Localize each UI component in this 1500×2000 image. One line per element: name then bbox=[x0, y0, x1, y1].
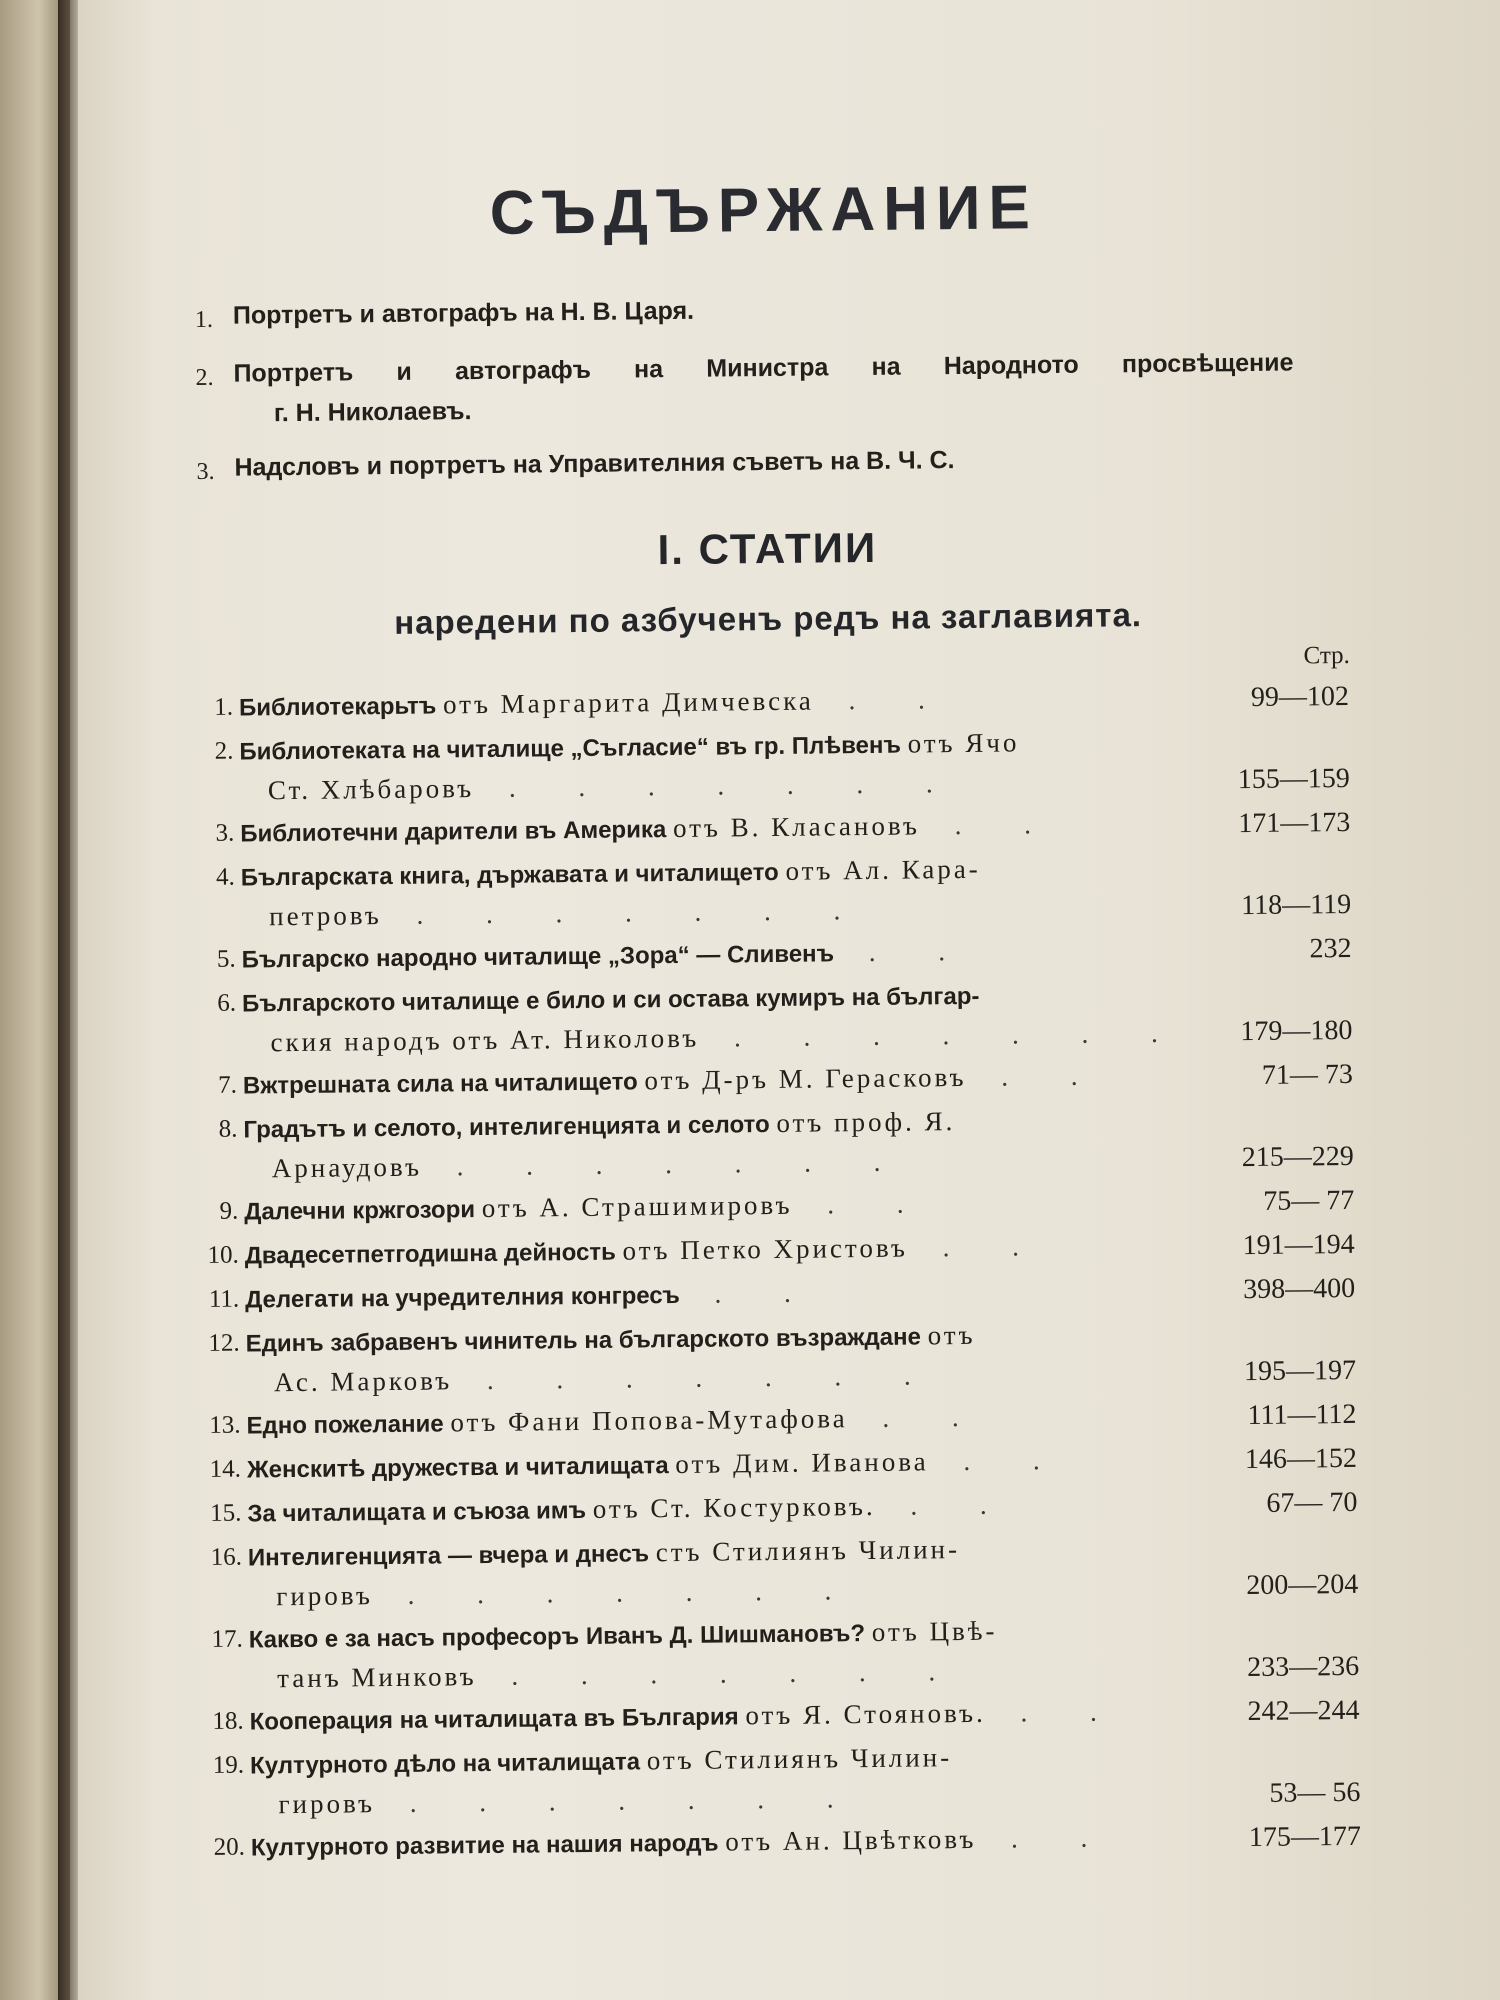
article-pages: 75— 77 bbox=[1263, 1184, 1355, 1217]
article-line bbox=[245, 1225, 1215, 1275]
dot-leaders: . . . . . . . bbox=[476, 1656, 964, 1692]
article-continuation: Ст. Хлѣбаровъ bbox=[267, 773, 475, 806]
article-number: 3. bbox=[215, 819, 235, 847]
article-body bbox=[249, 1609, 1220, 1697]
dot-leaders: . . . . . . . bbox=[374, 1783, 862, 1819]
article-continuation: гировъ bbox=[278, 1788, 376, 1820]
article-number: 19. bbox=[212, 1751, 245, 1779]
article-row bbox=[189, 720, 1350, 810]
article-continuation: петровъ bbox=[269, 900, 382, 932]
article-number: 2. bbox=[214, 737, 234, 765]
article-line bbox=[249, 1691, 1219, 1741]
dot-leaders: . . . . . . . bbox=[451, 1360, 939, 1396]
dot-leaders: . . bbox=[847, 1401, 987, 1434]
article-title: Българската книга, държавата и читалището bbox=[240, 858, 779, 892]
article-body bbox=[245, 1313, 1216, 1401]
article-row bbox=[194, 1180, 1354, 1232]
article-pages: 242—244 bbox=[1247, 1694, 1360, 1728]
article-author: отъ Д-ръ М. Герасковъ bbox=[644, 1061, 967, 1096]
article-pages: 146—152 bbox=[1244, 1442, 1358, 1476]
article-line bbox=[241, 929, 1211, 979]
article-pages: 398—400 bbox=[1242, 1272, 1356, 1306]
book-gutter bbox=[58, 0, 78, 2000]
page-content bbox=[122, 0, 1423, 2000]
article-pages: 71— 73 bbox=[1261, 1058, 1354, 1091]
article-continuation: танъ Минковъ bbox=[277, 1661, 477, 1694]
article-number: 9. bbox=[219, 1197, 239, 1225]
article-body bbox=[241, 929, 1211, 979]
article-line bbox=[243, 1055, 1213, 1105]
article-row bbox=[191, 928, 1351, 980]
dot-leaders: . . bbox=[966, 1060, 1106, 1092]
dot-leaders: . . bbox=[875, 1489, 1015, 1521]
item-number: 1. bbox=[194, 306, 214, 333]
dot-leaders: . . bbox=[792, 1188, 932, 1220]
article-line bbox=[247, 1483, 1217, 1533]
article-pages: 175—177 bbox=[1248, 1820, 1362, 1854]
article-pages: 233—236 bbox=[1246, 1650, 1360, 1684]
article-number: 17. bbox=[211, 1625, 243, 1653]
dot-leaders: . . bbox=[813, 684, 953, 716]
article-number: 20. bbox=[213, 1833, 246, 1861]
article-author: отъ Фани Попова-Мутафова bbox=[450, 1403, 848, 1438]
article-line bbox=[244, 1181, 1214, 1231]
article-body bbox=[245, 1269, 1215, 1319]
article-row bbox=[196, 1394, 1356, 1446]
dot-leaders: . . . . . . . bbox=[421, 1146, 909, 1182]
article-number: 11. bbox=[208, 1285, 240, 1313]
article-number: 6. bbox=[217, 989, 237, 1017]
article-pages: 200—204 bbox=[1246, 1568, 1359, 1602]
front-matter-item bbox=[195, 342, 1316, 434]
article-pages: 171—173 bbox=[1238, 806, 1351, 840]
article-title: Българско народно читалище „Зора“ — Сливенъ bbox=[241, 940, 835, 974]
article-number: 16. bbox=[210, 1543, 243, 1571]
article-pages: 232 bbox=[1309, 932, 1352, 965]
article-line bbox=[245, 1269, 1215, 1319]
article-title: Двадесетпетгодишна дейность bbox=[244, 1238, 616, 1270]
dot-leaders: . . bbox=[679, 1277, 819, 1309]
article-body bbox=[250, 1735, 1221, 1823]
front-matter-item bbox=[195, 284, 1315, 340]
article-author: отъ А. Страшимировъ bbox=[481, 1189, 793, 1224]
article-line bbox=[240, 803, 1210, 853]
item-number: 2. bbox=[195, 364, 214, 391]
article-row bbox=[195, 1268, 1355, 1320]
article-body bbox=[243, 1099, 1214, 1187]
article-pages: 111—112 bbox=[1247, 1398, 1357, 1432]
article-body bbox=[248, 1527, 1219, 1615]
article-pages: 195—197 bbox=[1243, 1354, 1357, 1388]
dot-leaders: . . bbox=[907, 1231, 1048, 1263]
article-row bbox=[199, 1608, 1360, 1698]
article-number: 12. bbox=[208, 1329, 240, 1357]
page-column-label: Стр. bbox=[1303, 641, 1350, 670]
article-pages: 179—180 bbox=[1240, 1014, 1353, 1048]
article-row bbox=[201, 1816, 1361, 1868]
article-body bbox=[243, 1055, 1213, 1105]
item-text-continuation: г. Н. Николаевъ. bbox=[273, 397, 472, 428]
article-title: Едно пожелание bbox=[246, 1410, 444, 1440]
page bbox=[70, 0, 1500, 2000]
article-body bbox=[242, 973, 1213, 1061]
article-author: отъ Маргарита Димчевска bbox=[442, 685, 814, 720]
article-author: отъ Я. Стояновъ. bbox=[745, 1697, 986, 1731]
section-subtitle: наредени по азбученъ редъ на заглавията. bbox=[394, 596, 1143, 641]
article-row bbox=[197, 1482, 1357, 1534]
article-title: Интелигенцията — вчера и днесъ bbox=[247, 1540, 650, 1572]
dot-leaders: . . bbox=[985, 1696, 1125, 1728]
article-body bbox=[251, 1817, 1221, 1867]
article-number: 4. bbox=[215, 863, 235, 891]
article-title: Кооперация на читалищата въ България bbox=[249, 1703, 739, 1736]
article-row bbox=[191, 846, 1352, 936]
article-title: Българското читалище е било и си остава кумиръ на българ- bbox=[241, 982, 980, 1018]
article-author: отъ проф. Я. bbox=[776, 1106, 956, 1138]
article-author: отъ Ал. Кара- bbox=[785, 853, 981, 886]
article-pages: 155—159 bbox=[1237, 762, 1350, 796]
article-author: отъ bbox=[927, 1319, 976, 1351]
front-matter-item bbox=[196, 436, 1316, 492]
article-row bbox=[195, 1224, 1355, 1276]
article-body bbox=[247, 1483, 1217, 1533]
article-row bbox=[189, 676, 1349, 728]
article-row bbox=[199, 1690, 1359, 1742]
article-row bbox=[198, 1526, 1359, 1616]
front-matter-list bbox=[195, 284, 1317, 506]
article-body bbox=[241, 847, 1212, 935]
article-number: 10. bbox=[207, 1241, 239, 1269]
article-row bbox=[190, 802, 1350, 854]
dot-leaders: . . . . . . . bbox=[381, 894, 869, 931]
dot-leaders: . . . . . . . bbox=[372, 1575, 860, 1611]
article-line bbox=[239, 677, 1209, 727]
dot-leaders: . . . . . . . bbox=[699, 1017, 1186, 1053]
item-number: 3. bbox=[196, 458, 215, 485]
article-pages: 67— 70 bbox=[1266, 1486, 1358, 1519]
article-author: отъ Ст. Костурковъ. bbox=[592, 1490, 876, 1524]
dot-leaders: . . bbox=[928, 1444, 1068, 1477]
article-author: отъ Ан. Цвѣтковъ bbox=[725, 1823, 977, 1857]
articles-list bbox=[189, 676, 1361, 1872]
article-body bbox=[244, 1181, 1214, 1231]
article-author: отъ Стилиянъ Чилин- bbox=[646, 1742, 953, 1776]
article-number: 7. bbox=[218, 1071, 238, 1099]
item-text: Надсловъ и портретъ на Управителния съветъ на В. Ч. С. bbox=[234, 446, 955, 482]
article-author: отъ В. Класановъ bbox=[672, 810, 921, 844]
article-row bbox=[197, 1438, 1357, 1490]
article-number: 1. bbox=[214, 693, 234, 721]
article-title: За читалищата и съюза имъ bbox=[247, 1496, 587, 1528]
article-author: отъ Цвѣ- bbox=[871, 1615, 998, 1647]
article-number: 5. bbox=[216, 945, 236, 973]
article-title: Далечни кржгозори bbox=[244, 1196, 476, 1226]
dot-leaders: . . bbox=[976, 1822, 1116, 1854]
article-body bbox=[245, 1225, 1215, 1275]
item-text: Портретъ и автографъ на Министра на Народното просвѣщение bbox=[233, 348, 1294, 388]
article-body bbox=[239, 677, 1209, 727]
article-number: 14. bbox=[209, 1455, 242, 1483]
article-number: 8. bbox=[218, 1115, 238, 1143]
article-row bbox=[192, 972, 1353, 1062]
article-row bbox=[195, 1312, 1356, 1402]
article-number: 13. bbox=[209, 1411, 241, 1439]
article-author: стъ Стилиянъ Чилин- bbox=[655, 1534, 961, 1568]
article-number: 18. bbox=[212, 1707, 244, 1735]
article-title: Женскитѣ дружества и читалищата bbox=[246, 1452, 669, 1484]
article-line bbox=[246, 1395, 1216, 1445]
article-row bbox=[193, 1054, 1353, 1106]
dot-leaders: . . . . . . . bbox=[474, 768, 961, 804]
article-body bbox=[239, 721, 1210, 809]
article-continuation: Ас. Марковъ bbox=[273, 1365, 453, 1398]
article-pages: 215—229 bbox=[1241, 1140, 1354, 1174]
article-continuation: Арнаудовъ bbox=[271, 1151, 423, 1184]
article-row bbox=[193, 1098, 1354, 1188]
article-pages: 53— 56 bbox=[1269, 1776, 1361, 1809]
article-title: Културното дѣло на читалищата bbox=[249, 1748, 641, 1780]
dot-leaders: . . bbox=[833, 935, 974, 968]
article-pages: 191—194 bbox=[1242, 1228, 1355, 1262]
article-author: отъ Петко Христовъ bbox=[622, 1232, 909, 1266]
article-line bbox=[251, 1817, 1221, 1867]
article-continuation: ския народъ отъ Ат. Николовъ bbox=[270, 1022, 700, 1058]
article-title: Библиотекарьтъ bbox=[238, 692, 437, 722]
article-pages: 99—102 bbox=[1250, 680, 1350, 713]
section-title: I. СТАТИИ bbox=[657, 523, 878, 574]
article-title: Вжтрешната сила на читалището bbox=[242, 1068, 638, 1100]
article-row bbox=[200, 1734, 1361, 1824]
article-author: отъ Дим. Иванова bbox=[675, 1446, 929, 1480]
article-body bbox=[249, 1691, 1219, 1741]
article-continuation: гировъ bbox=[276, 1580, 374, 1612]
article-title: Библиотеката на читалище „Съгласие“ въ гр. Плѣвенъ bbox=[239, 731, 902, 766]
dot-leaders: . . bbox=[919, 808, 1060, 841]
article-body bbox=[247, 1439, 1217, 1489]
article-body bbox=[240, 803, 1210, 853]
article-line bbox=[247, 1439, 1217, 1489]
article-title: Какво е за насъ професоръ Иванъ Д. Шишмановъ? bbox=[248, 1620, 866, 1654]
item-text: Портретъ и автографъ на Н. В. Царя. bbox=[232, 296, 695, 330]
article-title: Библиотечни дарители въ Америка bbox=[240, 816, 667, 848]
article-number: 15. bbox=[210, 1499, 242, 1527]
article-author: отъ Ячо bbox=[907, 727, 1020, 759]
article-title: Делегати на учредителния конгресъ bbox=[245, 1281, 680, 1314]
article-title: Единъ забравенъ чинитель на българското възраждане bbox=[245, 1323, 922, 1358]
article-body bbox=[246, 1395, 1216, 1445]
article-title: Градътъ и селото, интелигенцията и селото bbox=[243, 1111, 770, 1144]
article-title: Културното развитие на нашия народъ bbox=[250, 1829, 719, 1862]
page-title: СЪДЪРЖАНИЕ bbox=[489, 173, 1039, 248]
article-pages: 118—119 bbox=[1241, 888, 1352, 922]
